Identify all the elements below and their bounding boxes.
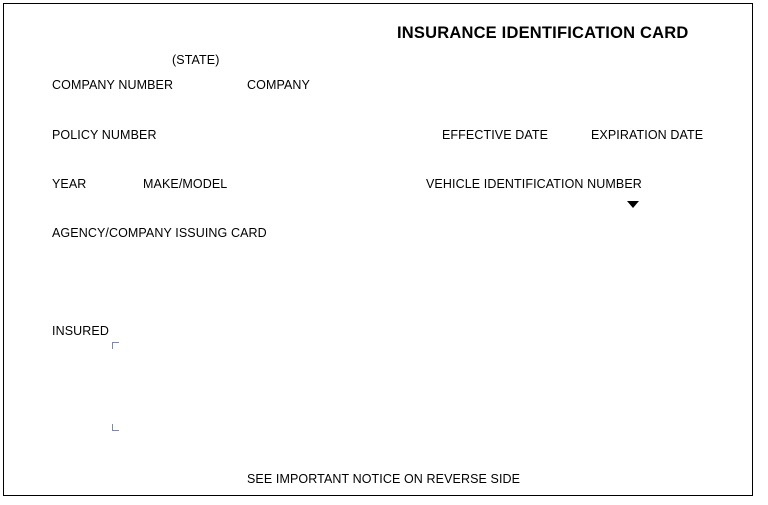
insurance-id-card — [3, 3, 753, 496]
insured-label: INSURED — [52, 324, 109, 338]
make-model-label: MAKE/MODEL — [143, 177, 228, 191]
expiration-date-label: EXPIRATION DATE — [591, 128, 704, 142]
corner-bracket-top-icon — [112, 342, 119, 349]
card-title: INSURANCE IDENTIFICATION CARD — [397, 24, 689, 42]
reverse-side-notice: SEE IMPORTANT NOTICE ON REVERSE SIDE — [247, 472, 521, 486]
effective-date-label: EFFECTIVE DATE — [442, 128, 549, 142]
down-triangle-icon — [627, 201, 639, 208]
corner-bracket-bottom-icon — [112, 424, 119, 431]
state-label: (STATE) — [172, 53, 220, 67]
company-label: COMPANY — [247, 78, 310, 92]
vehicle-identification-number-label: VEHICLE IDENTIFICATION NUMBER — [426, 177, 642, 191]
year-label: YEAR — [52, 177, 87, 191]
agency-issuing-card-label: AGENCY/COMPANY ISSUING CARD — [52, 226, 267, 240]
policy-number-label: POLICY NUMBER — [52, 128, 157, 142]
company-number-label: COMPANY NUMBER — [52, 78, 174, 92]
